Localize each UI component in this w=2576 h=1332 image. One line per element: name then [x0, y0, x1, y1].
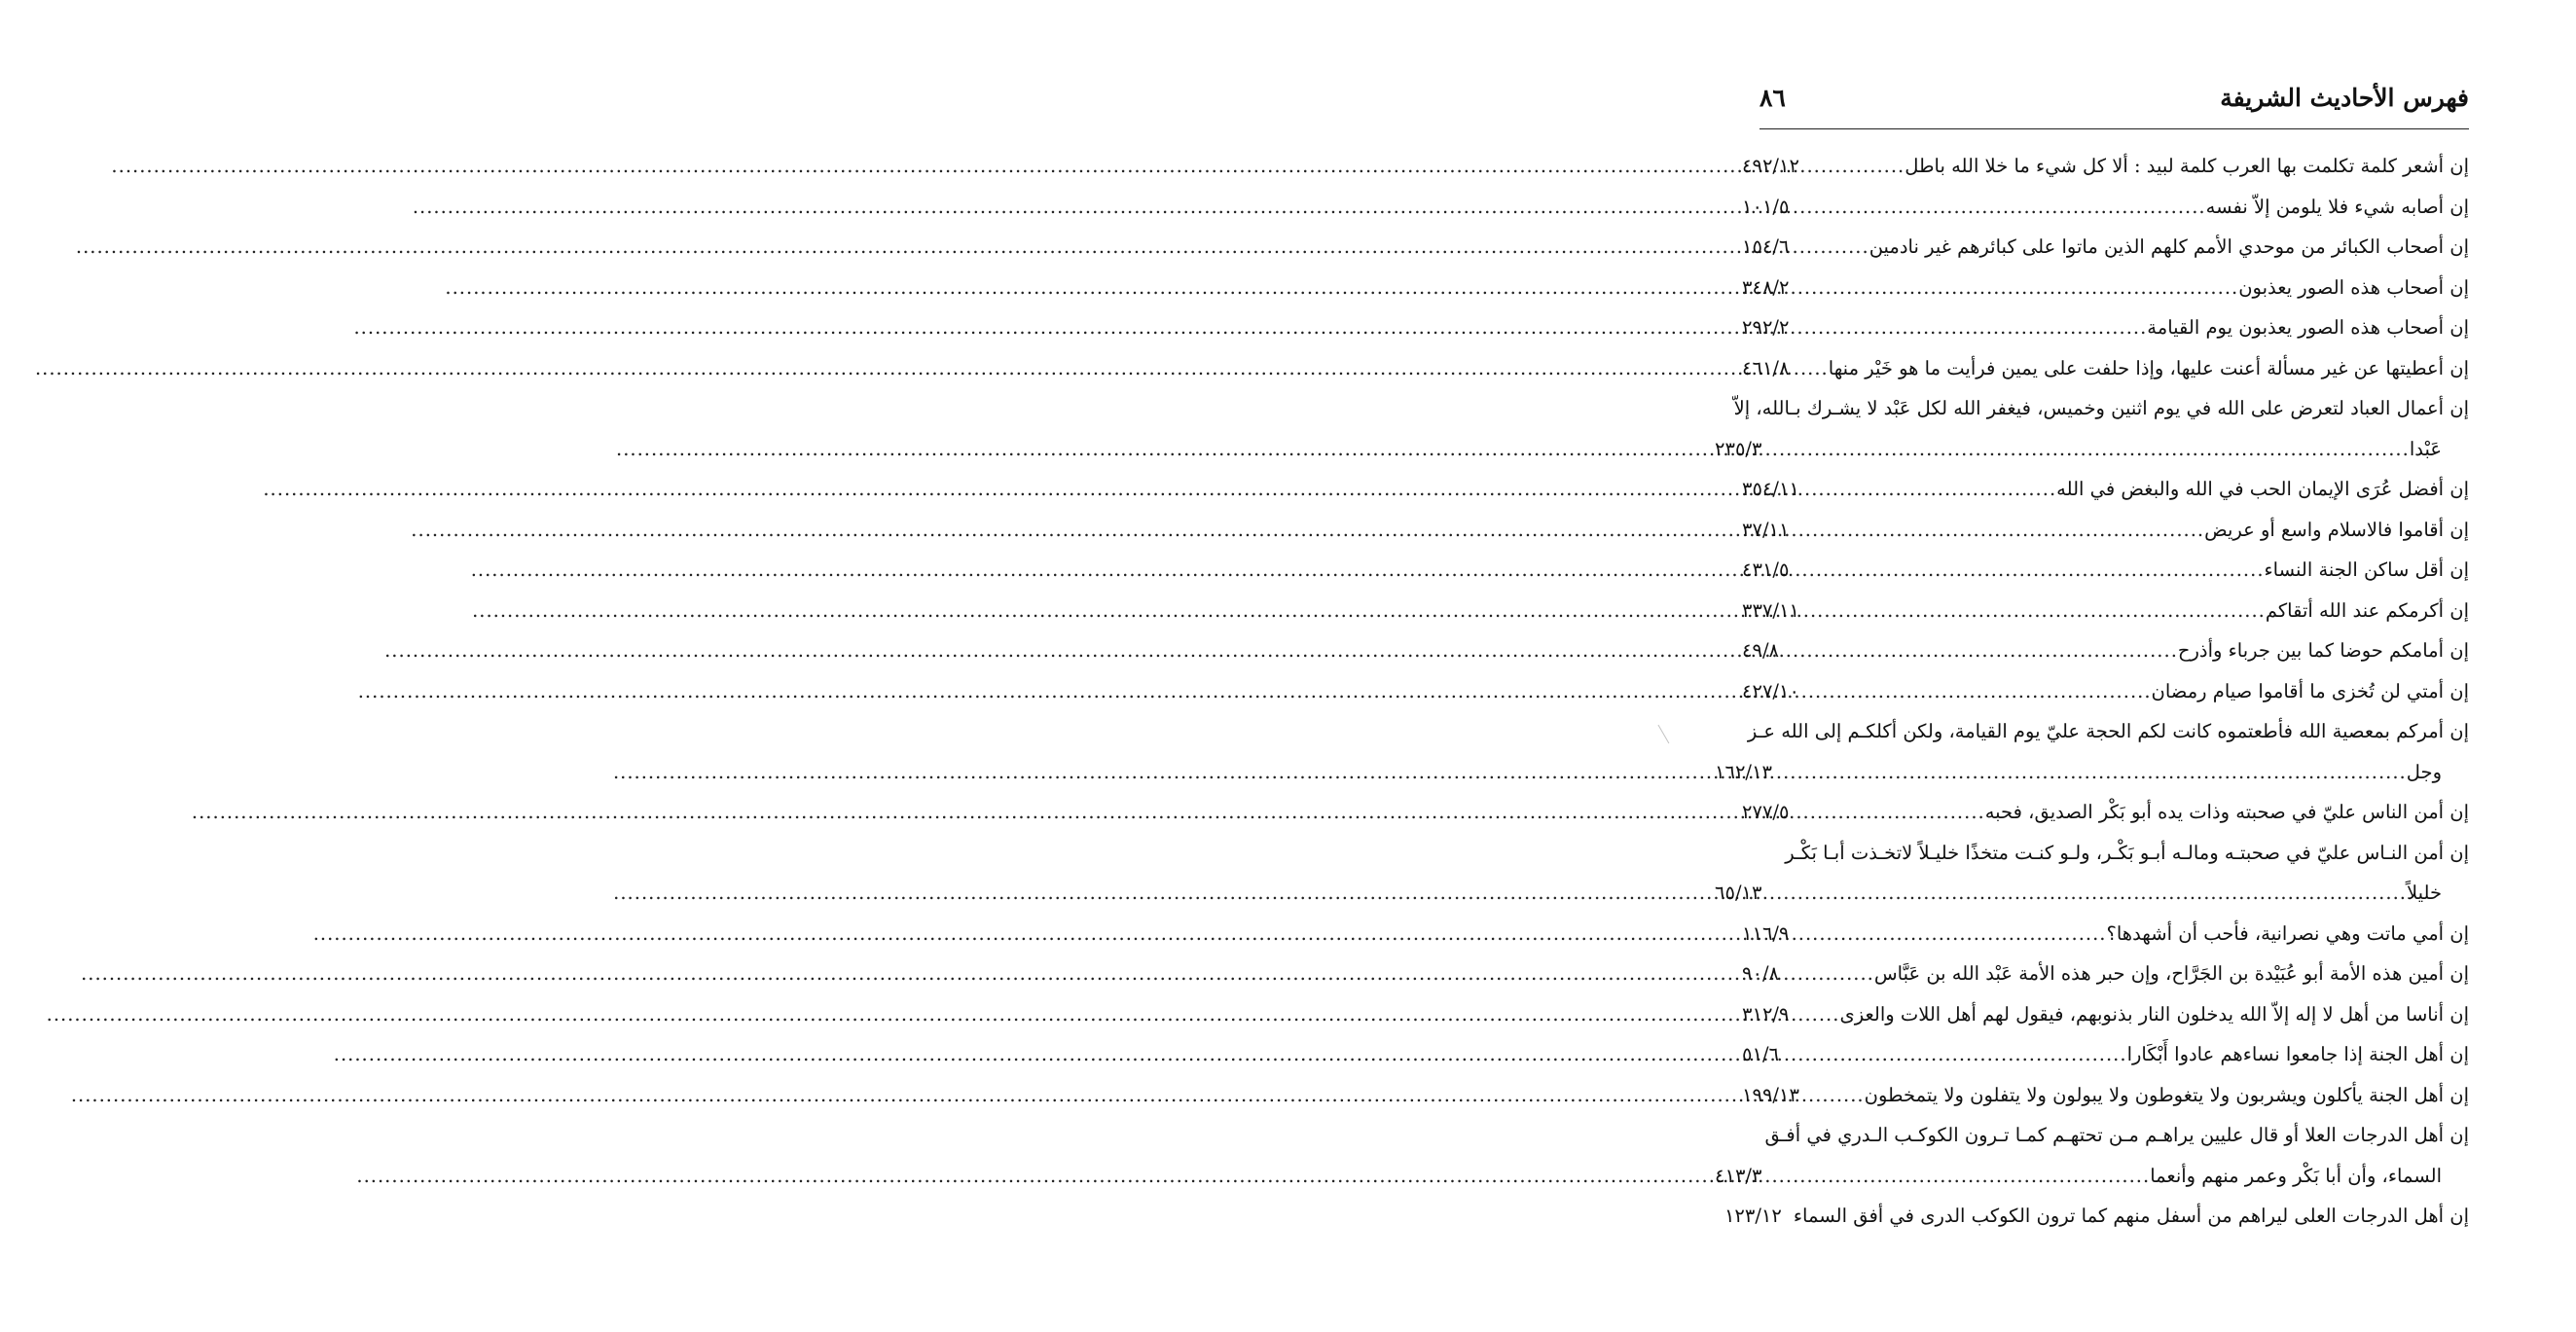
entry-reference: ٥١/٦ — [1742, 1043, 1779, 1065]
entry-continuation: خليلاً — [2406, 882, 2442, 904]
entry-text: إن أعطيتها عن غير مسألة أعنت عليها، وإذا حلفت على يمين فرأيت ما هو خَيْر منها — [1828, 356, 2469, 379]
entry-reference: ١٦٢/١٣ — [1715, 760, 1772, 783]
index-entry — [1742, 227, 2469, 268]
leader-dots — [1791, 510, 2204, 551]
entry-text: إن أقاموا فالاسلام واسع أو عريض — [2204, 518, 2469, 541]
leader-dots — [1763, 1156, 2150, 1197]
index-entry — [1742, 1075, 2469, 1116]
index-entry — [1742, 348, 2469, 389]
index-entry — [1742, 994, 2469, 1035]
leader-dots — [1791, 914, 2106, 954]
entry-text: إن أقل ساكن الجنة النساء — [2264, 558, 2469, 581]
entry-reference: ٢٣٥/٣ — [1715, 437, 1762, 460]
entry-reference: ١٥٤/٦ — [1742, 235, 1790, 258]
entry-text: إن أصحاب هذه الصور يعذبون يوم القيامة — [2147, 316, 2469, 339]
entry-text: إن أفضل عُرَى الإيمان الحب في الله والبغض في الله — [2056, 478, 2469, 500]
entry-reference: ١٩٩/١٣ — [1742, 1083, 1799, 1106]
index-entry — [1723, 1196, 2469, 1237]
leader-dots — [1791, 307, 2147, 348]
entry-reference: ٢٩٢/٢ — [1742, 316, 1790, 339]
index-entry — [1742, 510, 2469, 551]
leader-dots — [1801, 671, 2152, 712]
index-entry — [1715, 711, 2469, 792]
entry-text: إن أمامكم حوضا كما بين جرباء وأذرح — [2177, 639, 2469, 662]
entry-text: إن أكرمكم عند الله أتقاكم — [2265, 598, 2469, 622]
document-page — [1645, 0, 2576, 1332]
leader-dots — [1781, 1034, 2127, 1075]
page-number: ٨٦ — [1760, 83, 1786, 112]
index-entry — [1742, 187, 2469, 228]
entry-text: إن أمن النـاس عليّ في صحبتـه ومالـه أبـو بَكْـر، ولـو كنـت متخذًا خليـلاً لاتخـذت أبـا بَكْـر — [1785, 841, 2469, 864]
leader-dots — [1801, 1075, 1865, 1116]
entry-text: إن أصحاب هذه الصور يعذبون — [2238, 275, 2469, 299]
index-entry — [1715, 388, 2469, 469]
leader-dots — [1781, 630, 2178, 671]
index-entry — [1742, 307, 2469, 348]
index-entry — [1742, 630, 2469, 671]
index-entry — [1742, 792, 2469, 833]
entry-reference: ١٠١/٥ — [1742, 195, 1790, 218]
entry-text: إن أصحاب الكبائر من موحدي الأمم كلهم الذين ماتوا على كبائرهم غير نادمين — [1869, 235, 2469, 258]
leader-dots — [1781, 954, 1874, 994]
entry-text: إن أهل الدرجات العلى ليراهم من أسفل منهم كما ترون الكوكب الدرى في أفق السماء — [1793, 1205, 2469, 1227]
entry-reference: ٤٩٢/١٢ — [1742, 155, 1799, 177]
leader-dots — [1791, 550, 2264, 591]
entry-reference: ١١٦/٩ — [1742, 921, 1790, 945]
leader-dots — [1791, 348, 1828, 389]
leader-dots — [1791, 268, 2238, 308]
page-title: فهرس الأحاديث الشريفة — [2220, 83, 2469, 112]
index-entry — [1742, 268, 2469, 308]
entry-text: إن أناسا من أهل لا إله إلاّ الله يدخلون النار بذنوبهم، فيقول لهم أهل اللات والعزى — [1839, 1002, 2469, 1026]
entry-text: إن أشعر كلمة تكلمت بها العرب كلمة لبيد : ألا كل شيء ما خلا الله باطل — [1905, 155, 2469, 177]
leader-dots — [1763, 429, 2409, 470]
leader-dots — [1801, 591, 2266, 631]
leader-dots — [1801, 469, 2056, 510]
index-entry — [1742, 146, 2469, 187]
entry-text: إن أهل الجنة إذا جامعوا نساءهم عادوا أَبْكَارا — [2126, 1043, 2469, 1065]
index-entry — [1742, 469, 2469, 510]
entry-text: إن أمي ماتت وهي نصرانية، فأحب أن أشهدها؟ — [2106, 921, 2469, 945]
entry-continuation: السماء، وأن أبا بَكْر وعمر منهم وأنعما — [2150, 1164, 2442, 1187]
entry-reference: ٣٤٨/٢ — [1742, 275, 1790, 299]
index-entry — [1715, 833, 2469, 914]
entry-text: إن أمتي لن تُخزى ما أقاموا صيام رمضان — [2151, 679, 2469, 702]
index-entry — [1742, 550, 2469, 591]
entry-reference: ٤٩/٨ — [1742, 639, 1779, 662]
scan-margin-mark — [1658, 718, 1682, 744]
index-entry — [1715, 1115, 2469, 1196]
leader-dots — [1801, 146, 1905, 187]
entry-reference: ٢٧٧/٥ — [1742, 801, 1790, 823]
leader-dots — [1791, 792, 1984, 833]
leader-dots — [1774, 752, 2407, 793]
leader-dots — [1791, 994, 1839, 1035]
entry-reference: ٣١٢/٩ — [1742, 1002, 1790, 1026]
entry-reference: ٤٣١/٥ — [1742, 558, 1790, 581]
index-entry — [1742, 1034, 2469, 1075]
entry-text: إن أصابه شيء فلا يلومن إلاّ نفسه — [2205, 195, 2469, 218]
entry-text: إن أهل الجنة يأكلون ويشربون ولا يتغوطون ولا يبولون ولا يتفلون ولا يتمخطون — [1864, 1083, 2469, 1106]
entry-continuation: عَبْدا — [2409, 437, 2442, 460]
index-entry — [1742, 671, 2469, 712]
entry-text: إن أمين هذه الأمة أبو عُبَيْدة بن الجَرَّاح، وإن حبر هذه الأمة عَبْد الله بن عَبَّاس — [1873, 962, 2469, 985]
entry-text: إن أعمال العباد لتعرض على الله في يوم اثنين وخميس، فيغفر الله لكل عَبْد لا يشـرك بـالله، إلاّ — [1733, 397, 2469, 419]
index-entry — [1742, 591, 2469, 631]
entry-reference: ٣٥٤/١١ — [1742, 478, 1799, 500]
entry-reference: ٤٢٧/١٠ — [1742, 679, 1799, 702]
index-entry — [1742, 914, 2469, 954]
page-header — [1760, 76, 2469, 119]
entry-reference: ٣٧/١١ — [1742, 518, 1790, 541]
entry-reference: ٩٠/٨ — [1742, 962, 1779, 985]
entry-reference: ٦٥/١٣ — [1715, 882, 1762, 904]
entry-continuation: وجل — [2406, 760, 2442, 783]
hadith-index-list — [1715, 146, 2469, 1237]
entry-reference: ١٢٣/١٢ — [1723, 1205, 1782, 1227]
index-entry — [1742, 954, 2469, 994]
header-divider — [1760, 128, 2469, 129]
entry-reference: ٤٦١/٨ — [1742, 356, 1790, 379]
entry-text: إن أمركم بمعصية الله فأطعتموه كانت لكم الحجة عليّ يوم القيامة، ولكن أكلكـم إلى الله عـز — [1747, 720, 2469, 742]
entry-reference: ٣٣٧/١١ — [1742, 598, 1799, 622]
leader-dots — [1791, 227, 1869, 268]
leader-dots — [1763, 873, 2407, 914]
leader-dots — [1791, 187, 2205, 228]
entry-text: إن أهل الدرجات العلا أو قال عليين يراهـم مـن تحتهـم كمـا تـرون الكوكـب الـدري في أفـق — [1764, 1124, 2469, 1146]
entry-reference: ٤١٣/٣ — [1715, 1164, 1762, 1187]
entry-text: إن أمن الناس عليّ في صحبته وذات يده أبو بَكْر الصديق، فحبه — [1984, 801, 2469, 823]
